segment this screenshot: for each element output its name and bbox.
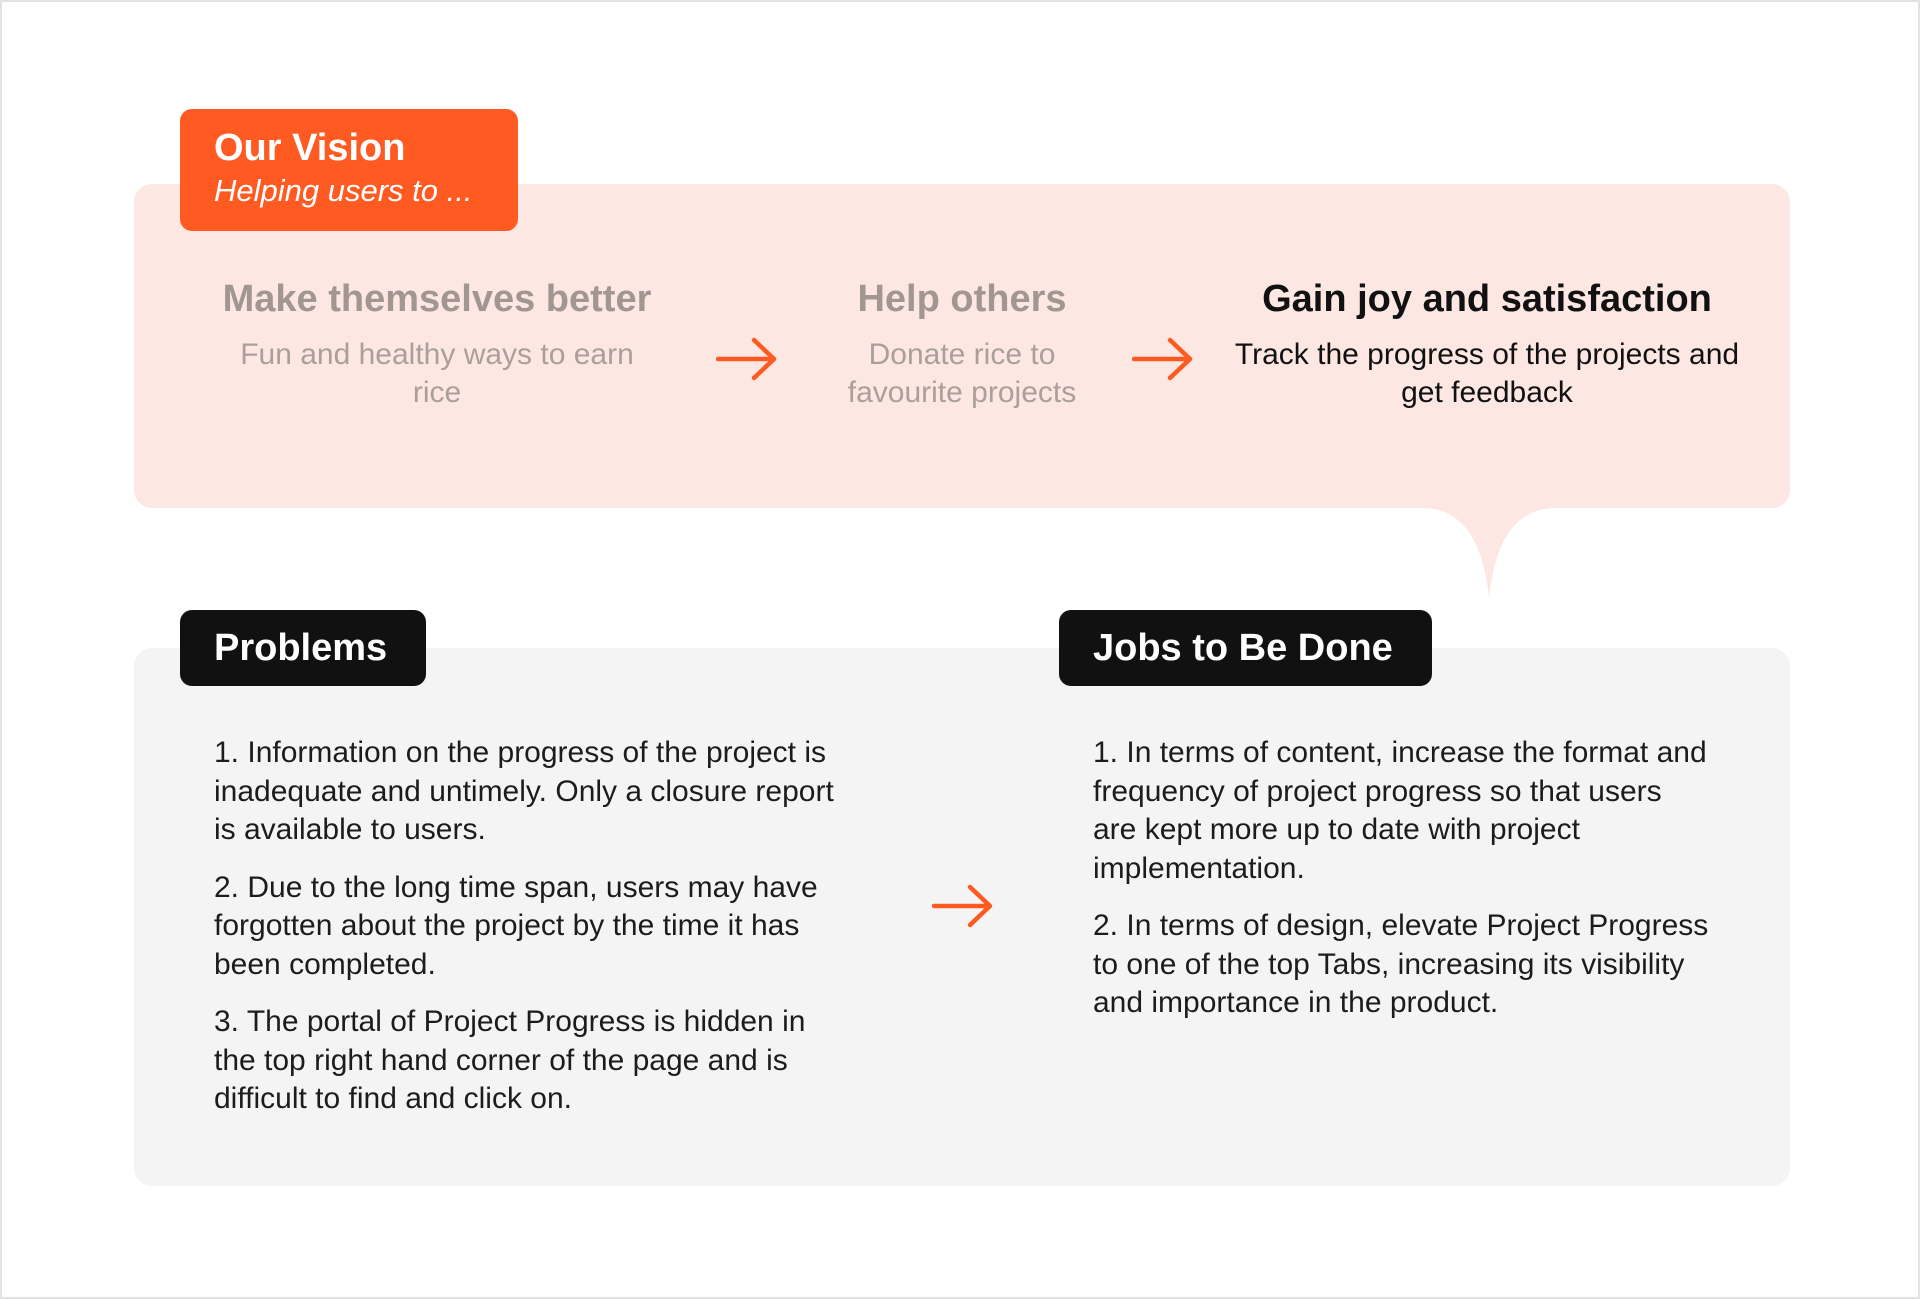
problems-list — [214, 734, 854, 1138]
vision-tag — [180, 109, 518, 231]
goal-title: Make themselves better — [222, 278, 652, 320]
right-arrow-icon — [716, 337, 780, 381]
goal-description: Fun and healthy ways to earn rice — [240, 338, 634, 409]
jobs-to-be-done-list — [1093, 734, 1713, 1042]
jobs-to-be-done-title: Jobs to Be Done — [1093, 627, 1393, 669]
goal-description: Donate rice to favourite projects — [847, 338, 1077, 409]
goal-gain-joy — [1217, 274, 1757, 412]
vision-title: Our Vision — [214, 127, 406, 169]
list-item: 2. In terms of design, elevate Project Progress to one of the top Tabs, increasing its visibility and importance in the product. — [1093, 909, 1709, 1019]
list-item: 1. Information on the progress of the project is inadequate and untimely. Only a closure report is available to users. — [214, 736, 834, 846]
speech-bubble-tail — [1422, 502, 1556, 602]
list-item: 1. In terms of content, increase the format and frequency of project progress so that users are kept more up to date with project implementation. — [1093, 736, 1707, 885]
goal-title: Help others — [857, 278, 1067, 320]
goal-description: Track the progress of the projects and get feedback — [1234, 338, 1740, 409]
list-item: 3. The portal of Project Progress is hidden in the top right hand corner of the page and is difficult to find and click on. — [214, 1005, 806, 1115]
jobs-to-be-done-tag — [1059, 610, 1432, 686]
right-arrow-icon — [932, 884, 996, 928]
vision-subtitle: Helping users to ... — [214, 173, 473, 208]
list-item: 2. Due to the long time span, users may have forgotten about the project by the time it has been completed. — [214, 870, 818, 981]
goal-help-others — [792, 274, 1132, 412]
goal-make-themselves-better — [192, 274, 682, 412]
problems-title: Problems — [214, 627, 388, 669]
goal-title: Gain joy and satisfaction — [1262, 278, 1712, 320]
right-arrow-icon — [1132, 337, 1196, 381]
problems-tag — [180, 610, 426, 686]
